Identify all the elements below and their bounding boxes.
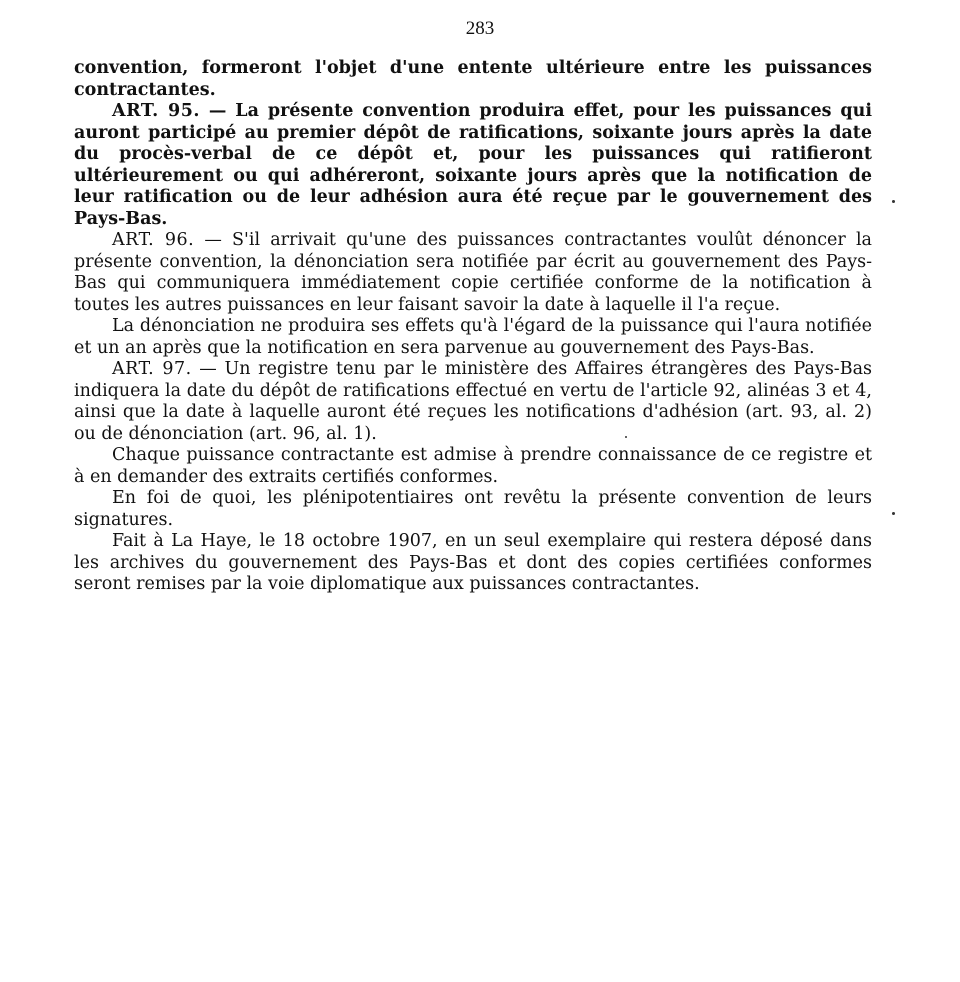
paragraph-text: Chaque puissance contractante est admise à prendre connaissance de ce registre et à en demander des extraits certifiés conformes. bbox=[74, 445, 872, 487]
article-label: ART. 95. bbox=[112, 101, 201, 121]
article-97-paragraph bbox=[74, 359, 872, 445]
paragraph-text: — S'il arrivait qu'une des puissances contractantes voulût dénoncer la présente convention, la dénonciation sera notifiée par écrit au gouvernement des Pays-Bas qui communiquera immédiatement copie certifiée conforme de la notification à toutes les autres puissances en leur faisant savoir la date à laquelle il l'a reçue. bbox=[74, 230, 872, 315]
paragraph-text: La dénonciation ne produira ses effets qu'à l'égard de la puissance qui l'aura notifiée et un an après que la notification en sera parvenue au gouvernement des Pays-Bas. bbox=[74, 316, 872, 358]
article-95-paragraph bbox=[74, 101, 872, 230]
article-96-paragraph bbox=[74, 230, 872, 316]
paragraph-text: convention, formeront l'objet d'une entente ultérieure entre les puissances contractantes. bbox=[74, 58, 872, 100]
article-label: ART. 97. bbox=[112, 359, 192, 379]
scan-speck bbox=[892, 512, 895, 515]
done-at-paragraph bbox=[74, 531, 872, 596]
signatures-paragraph bbox=[74, 488, 872, 531]
scan-speck bbox=[892, 200, 895, 203]
denunciation-effect-paragraph bbox=[74, 316, 872, 359]
page-number: 283 bbox=[465, 18, 495, 39]
paragraph-text: En foi de quoi, les plénipotentiaires ont revêtu la présente convention de leurs signatures. bbox=[74, 488, 872, 530]
paragraph-text: Fait à La Haye, le 18 octobre 1907, en un seul exemplaire qui restera déposé dans les archives du gouvernement des Pays-Bas et dont des copies certifiées conformes seront remises par la voie diplomatique aux puissances contractantes. bbox=[74, 531, 872, 594]
scan-speck bbox=[625, 436, 627, 438]
paragraph-text: — Un registre tenu par le ministère des Affaires étrangères des Pays-Bas indiquera la date du dépôt de ratifications effectué en vertu de l'article 92, alinéas 3 et 4, ainsi que la date à laquelle auront été reçues les notifications d'adhésion (art. 93, al. 2) ou de dénonciation (art. 96, al. 1). bbox=[74, 359, 872, 444]
article-label: ART. 96. bbox=[112, 230, 195, 250]
registry-access-paragraph bbox=[74, 445, 872, 488]
paragraph-text: — La présente convention produira effet, pour les puissances qui auront participé au premier dépôt de ratifications, soixante jours après la date du procès-verbal de ce dépôt et, pour les puissances qui ratifieront ultérieurement ou qui adhéreront, soixante jours après que la notification de leur ratification ou de leur adhésion aura été reçue par le gouvernement des Pays-Bas. bbox=[74, 101, 872, 229]
paragraph-continuation bbox=[74, 58, 872, 101]
body-text bbox=[74, 58, 872, 596]
